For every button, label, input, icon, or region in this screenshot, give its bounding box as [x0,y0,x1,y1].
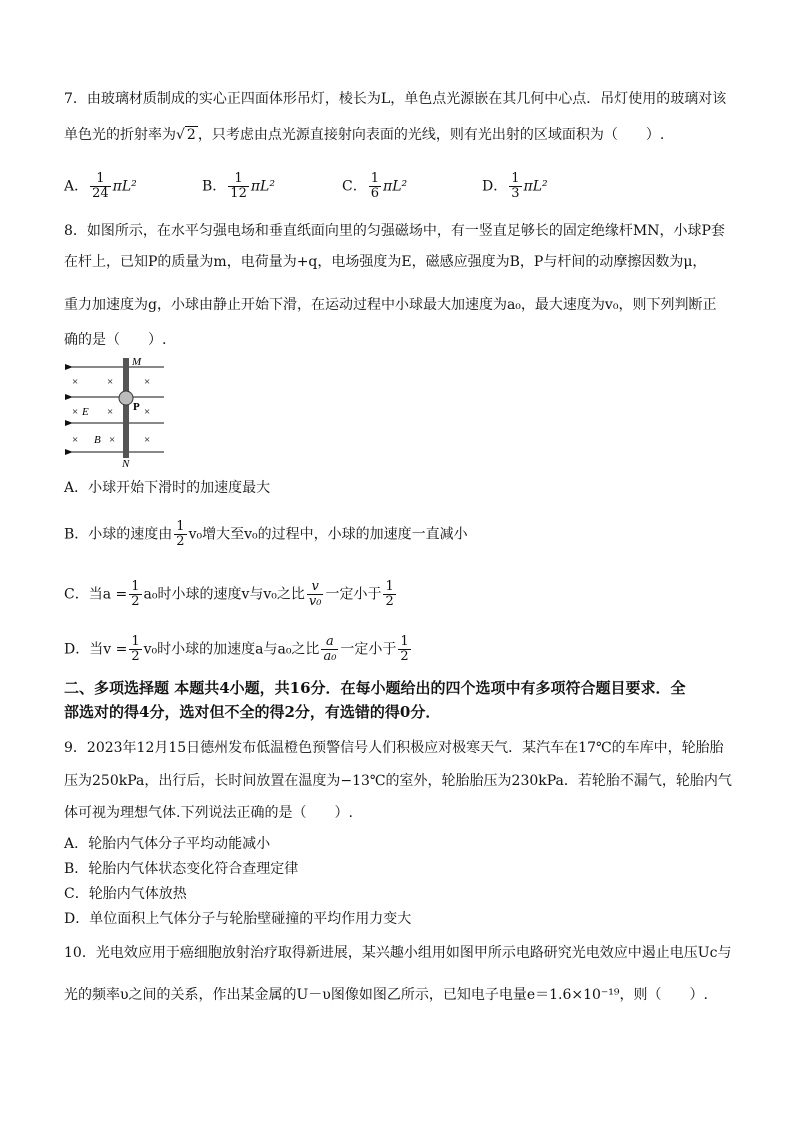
frac-num: 1 [96,171,105,186]
q9-option-c: C．轮胎内气体放热 [64,886,187,902]
fraction [129,635,141,664]
opt-text: v₀增大至v₀的过程中，小球的加速度一直减小 [188,526,468,543]
q9-option-b: B．轮胎内气体状态变化符合查理定律 [64,861,299,877]
label-e: E [82,406,89,418]
frac-den: 2 [176,534,185,549]
section2-line2: 部选对的得4分，选对但不全的得2分，有选错的得0分． [64,703,441,721]
q10-line1: 10．光电效应用于癌细胞放射治疗取得新进展，某兴趣小组用如图甲所示电路研究光电效应中遏止电压Uc与 [64,945,732,961]
frac-den: 6 [370,186,379,201]
q7-line2-pre: 单色光的折射率为 [64,127,176,143]
opt-text: C．当a = [64,586,128,603]
q9-line2: 压为250kPa，出行后，长时间放置在温度为−13℃的室外，轮胎胎压为230kPa．若轮胎不漏气，轮胎内气 [64,773,732,789]
option-tail: πL² [250,178,275,195]
q7-option-d [482,172,548,201]
q8-field-diagram [62,355,172,470]
q7-line2-post: ，只考虑由点光源直接射向表面的光线，则有光出射的区域面积为（ ）. [197,127,665,143]
cross-mark: × [144,434,151,446]
frac-num: 1 [131,634,140,649]
label-p: P [133,401,140,413]
q8-option-d [64,635,734,664]
option-label: A． [64,178,89,195]
cross-mark: × [107,376,114,388]
cross-mark: × [144,406,151,418]
cross-mark: × [144,376,151,388]
section2-line1: 二、多项选择题 本题共4小题，共16分．在每小题给出的四个选项中有多项符合题目要求．全 [64,679,686,697]
frac-den: 24 [92,186,109,201]
cross-mark: × [72,376,79,388]
opt-text: D．当v = [64,641,128,658]
frac-den: 2 [385,594,394,609]
opt-text: a₀时小球的速度v与v₀之比 [143,586,305,603]
label-n: N [122,458,130,470]
frac-den: v₀ [308,594,322,609]
fraction [90,172,111,201]
q10-line2: 光的频率υ之间的关系，作出某金属的U－υ图像如图乙所示，已知电子电量e＝1.6×10⁻¹⁹，则（ ）. [64,987,708,1003]
option-tail: πL² [383,178,408,195]
fraction [398,635,410,664]
q7-option-c [342,172,407,201]
option-label: C． [342,178,367,195]
cross-mark: × [107,406,114,418]
q7-line1: 7．由玻璃材质制成的实心正四面体形吊灯，棱长为L，单色点光源嵌在其几何中心点．吊灯使用的玻璃对该 [64,91,727,107]
option-label: B． [202,178,227,195]
q7-line2 [64,125,734,145]
frac-den: 2 [131,594,140,609]
frac-den: 3 [511,186,520,201]
fraction [307,580,324,609]
q8-option-c [64,580,734,609]
cross-mark: × [72,434,79,446]
frac-num: v [311,579,319,594]
q8-line4: 确的是（ ）. [64,332,167,348]
fraction [228,172,249,201]
insulating-rod [123,358,129,458]
frac-num: 1 [511,171,520,186]
frac-den: a₀ [323,649,337,664]
frac-num: a [326,634,334,649]
label-m: M [132,356,142,368]
option-tail: πL² [523,178,548,195]
opt-text: 一定小于 [325,586,382,603]
sqrt-radicand: 2 [186,127,196,143]
fraction [174,520,186,549]
opt-text: v₀时小球的加速度a与a₀之比 [143,641,320,658]
q9-option-a: A．轮胎内气体分子平均动能减小 [64,836,271,852]
fraction [383,580,395,609]
option-tail: πL² [112,178,137,195]
frac-den: 2 [400,649,409,664]
fraction [369,172,381,201]
opt-text: B．小球的速度由 [64,526,173,543]
fraction [129,580,141,609]
frac-den: 2 [131,649,140,664]
frac-num: 1 [385,579,394,594]
option-label: D． [482,178,508,195]
frac-num: 1 [176,519,185,534]
label-b: B [94,434,101,446]
q7-option-b [202,172,275,201]
q8-option-a: A．小球开始下滑时的加速度最大 [64,480,271,496]
opt-text: 一定小于 [340,641,397,658]
q8-option-b [64,520,734,549]
q9-line3: 体可视为理想气体.下列说法正确的是（ ）. [64,805,353,821]
q9-line1: 9．2023年12月15日德州发布低温橙色预警信号人们积极应对极寒天气．某汽车在17℃的车库中，轮胎胎 [64,740,724,756]
frac-den: 12 [230,186,247,201]
cross-mark: × [109,434,116,446]
q7-option-a [64,172,137,201]
q9-option-d: D．单位面积上气体分子与轮胎壁碰撞的平均作用力变大 [64,911,412,927]
sqrt-2: √ 2 [176,127,196,143]
frac-num: 1 [131,579,140,594]
ball-p [119,391,133,405]
cross-mark: × [72,406,79,418]
frac-num: 1 [400,634,409,649]
frac-num: 1 [234,171,243,186]
fraction [509,172,521,201]
q8-line3: 重力加速度为g，小球由静止开始下滑，在运动过程中小球最大加速度为a₀，最大速度为v₀，则下列判断正 [64,297,717,313]
q8-line2: 在杆上，已知P的质量为m，电荷量为+q，电场强度为E，磁感应强度为B，P与杆间的动摩擦因数为μ， [64,254,707,270]
fraction [321,635,338,664]
frac-num: 1 [370,171,379,186]
q8-line1: 8．如图所示，在水平匀强电场和垂直纸面向里的匀强磁场中，有一竖直足够长的固定绝缘杆MN，小球P套 [64,223,725,239]
